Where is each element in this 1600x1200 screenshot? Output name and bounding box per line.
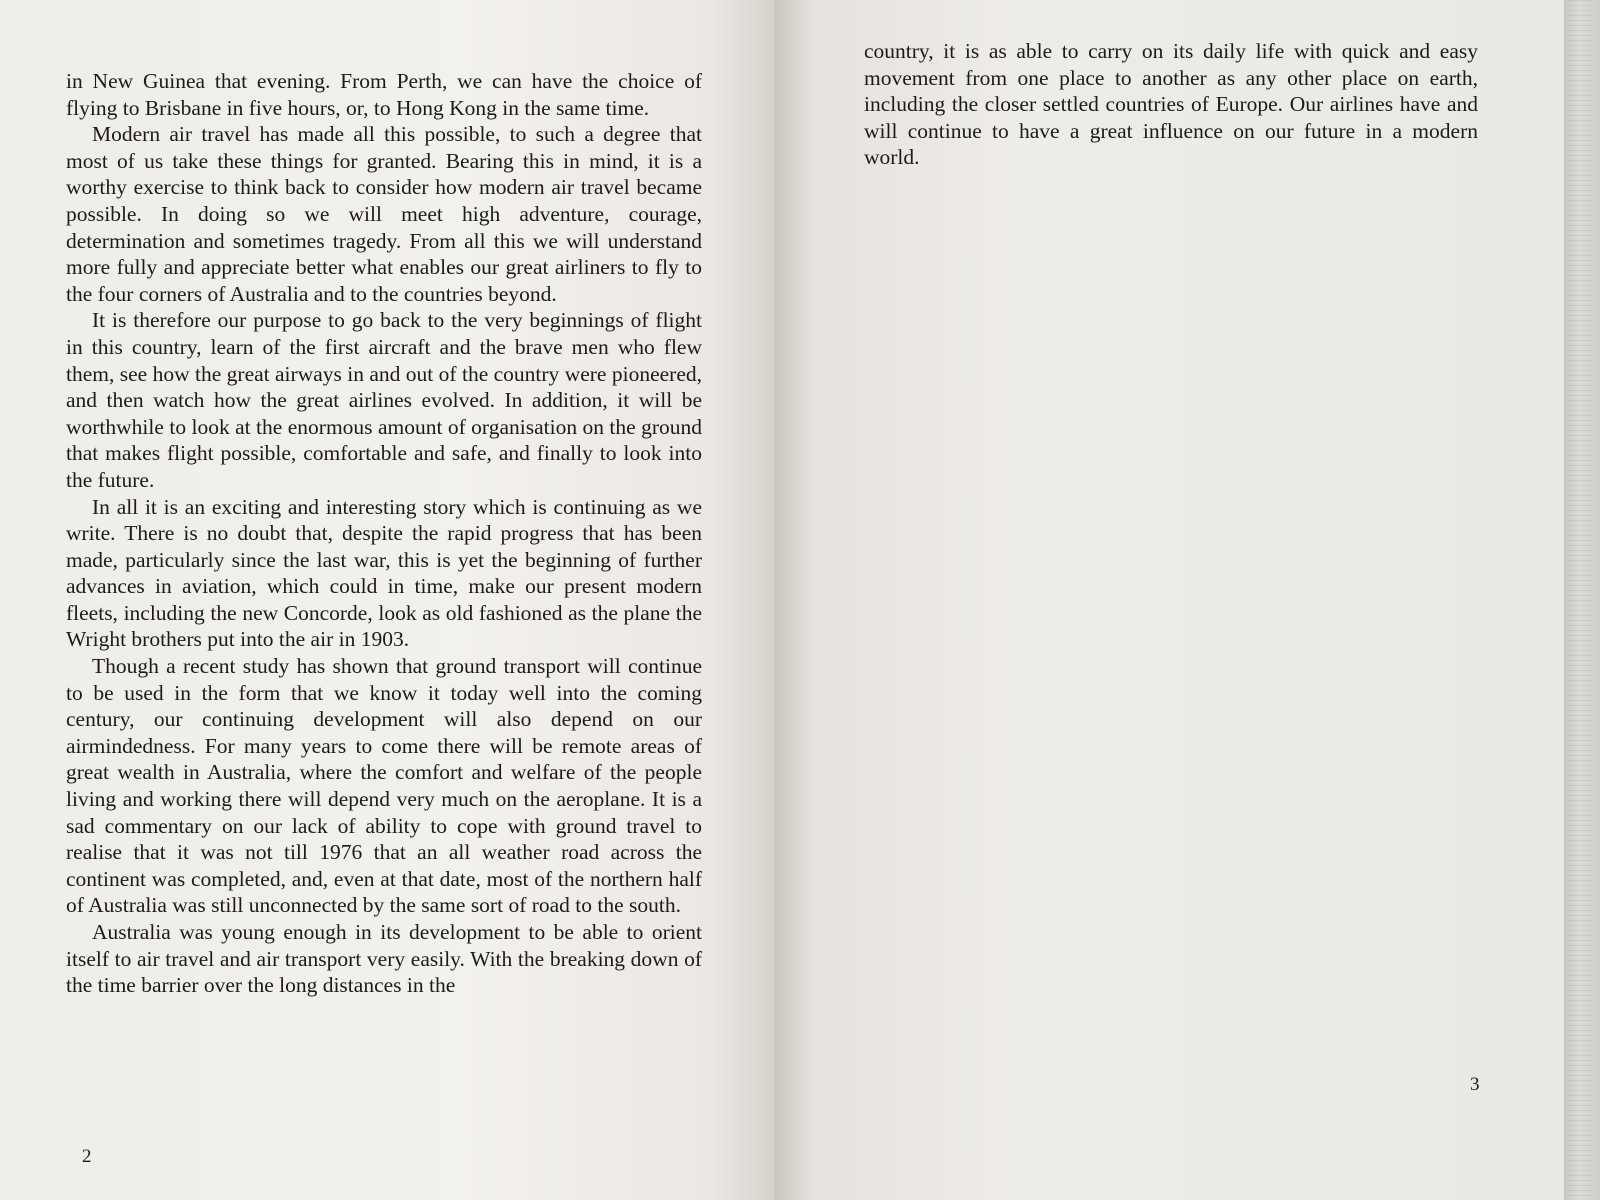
left-page xyxy=(0,0,774,1200)
paragraph: Modern air travel has made all this possible, to such a degree that most of us take these things for granted. Bearing this in mind, it is a worthy exercise to think back to consider how modern air travel became possible. In doing so we will meet high adventure, courage, determination and sometimes tragedy. From all this we will understand more fully and appreciate better what enables our great airliners to fly to the four corners of Australia and to the countries beyond. xyxy=(66,122,702,306)
left-page-text xyxy=(66,68,702,999)
paragraph: It is therefore our purpose to go back to the very beginnings of flight in this country, learn of the first aircraft and the brave men who flew them, see how the great airways in and out of the country were pioneered, and then watch how the great airlines evolved. In addition, it will be worthwhile to look at the enormous amount of organisation on the ground that makes flight possible, comfortable and safe, and finally to look into the future. xyxy=(66,308,702,492)
paragraph: Australia was young enough in its development to be able to orient itself to air travel and air transport very easily. With the breaking down of the time barrier over the long distances in the xyxy=(66,920,702,998)
page-number: 3 xyxy=(1470,1074,1480,1095)
right-page-text xyxy=(864,38,1478,171)
paragraph: country, it is as able to carry on its daily life with quick and easy movement from one place to another as any other place on earth, including the closer settled countries of Europe. Our airlines have and will continue to have a great influence on our future in a modern world. xyxy=(864,39,1478,170)
page-edge xyxy=(1564,0,1600,1200)
right-page xyxy=(774,0,1564,1200)
paragraph: in New Guinea that evening. From Perth, we can have the choice of flying to Brisbane in five hours, or, to Hong Kong in the same time. xyxy=(66,69,702,120)
page-number: 2 xyxy=(82,1146,92,1167)
paragraph: Though a recent study has shown that ground transport will continue to be used in the form that we know it today well into the coming century, our continuing development will also depend on our airmindedness. For many years to come there will be remote areas of great wealth in Australia, where the comfort and welfare of the people living and working there will depend very much on the aeroplane. It is a sad commentary on our lack of ability to cope with ground travel to realise that it was not till 1976 that an all weather road across the continent was completed, and, even at that date, most of the northern half of Australia was still unconnected by the same sort of road to the south. xyxy=(66,654,702,918)
paragraph: In all it is an exciting and interesting story which is continuing as we write. There is no doubt that, despite the rapid progress that has been made, particularly since the last war, this is yet the beginning of further advances in aviation, which could in time, make our present modern fleets, including the new Concorde, look as old fashioned as the plane the Wright brothers put into the air in 1903. xyxy=(66,494,702,652)
